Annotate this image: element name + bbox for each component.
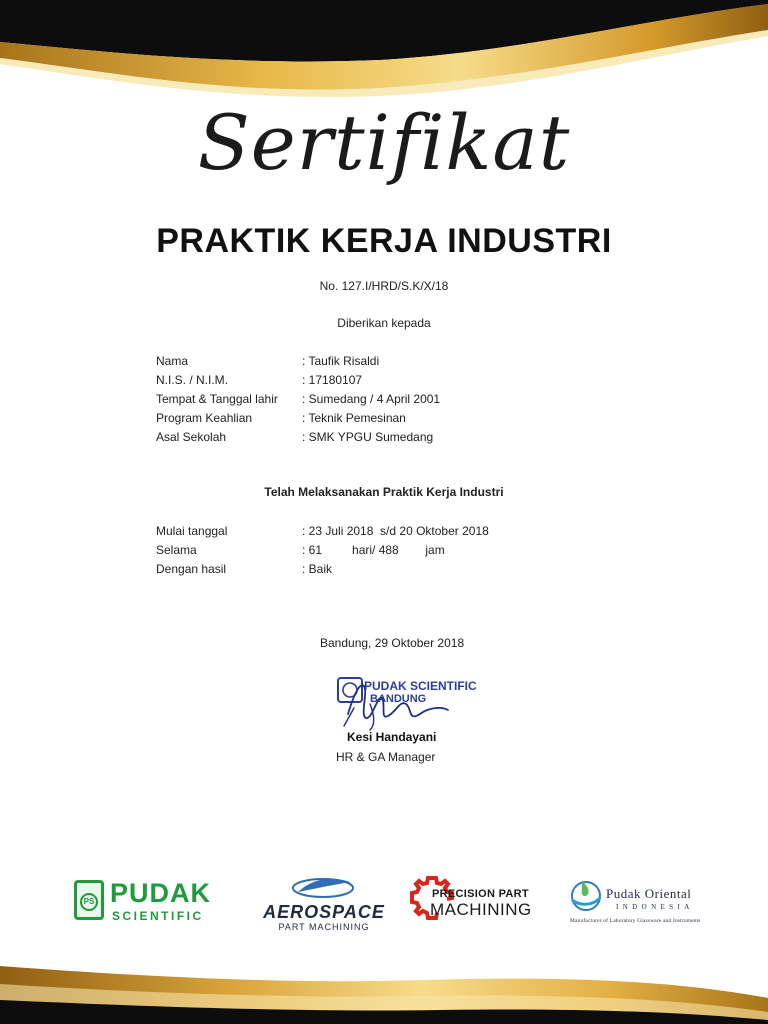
detail-label: Asal Sekolah — [156, 429, 227, 444]
detail-label: Nama — [156, 353, 189, 368]
detail-label: N.I.S. / N.I.M. — [156, 372, 229, 387]
stamp-line1: PUDAK SCIENTIFIC — [364, 679, 477, 693]
bottom-gold-swoosh — [0, 954, 768, 1024]
detail-label: Mulai tanggal — [156, 523, 228, 538]
detail-row-school — [156, 427, 440, 446]
oriental-drop-icon — [568, 876, 604, 914]
detail-row-result — [156, 559, 489, 578]
pudak-logo-line1: PUDAK — [110, 878, 212, 908]
detail-value: : 17180107 — [302, 372, 363, 387]
signer-name: Kesi Handayani — [347, 730, 437, 744]
detail-value: : Baik — [302, 561, 333, 576]
detail-label: Program Keahlian — [156, 410, 253, 425]
precision-part-logo — [410, 872, 550, 930]
signature-stamp — [330, 664, 490, 734]
stamp-icon — [338, 678, 362, 702]
completion-statement: Telah Melaksanakan Praktik Kerja Industri — [264, 485, 504, 499]
pudak-logo-line2: SCIENTIFIC — [112, 909, 204, 923]
pudak-badge-text: PS — [80, 893, 98, 911]
detail-value: : 23 Juli 2018 s/d 20 Oktober 2018 — [302, 523, 489, 538]
detail-label: Dengan hasil — [156, 561, 227, 576]
oriental-logo-line2: INDONESIA — [616, 903, 694, 911]
aerospace-swoosh-icon — [288, 872, 358, 902]
aerospace-logo — [258, 872, 390, 934]
precision-logo-line1: PRECISION PART — [432, 888, 529, 900]
given-to-label: Diberikan kepada — [337, 316, 431, 330]
detail-row-name — [156, 351, 440, 370]
completion-details — [156, 521, 489, 578]
detail-row-duration — [156, 540, 489, 559]
pudak-oriental-logo — [568, 876, 718, 932]
detail-row-start — [156, 521, 489, 540]
detail-value: : Teknik Pemesinan — [302, 410, 406, 425]
certificate-number: No. 127.I/HRD/S.K/X/18 — [319, 279, 449, 293]
detail-value: : Sumedang / 4 April 2001 — [302, 391, 441, 406]
detail-label: Tempat & Tanggal lahir — [156, 391, 278, 406]
detail-value: : 61 hari/ 488 jam — [302, 542, 445, 557]
certificate-subtitle: PRAKTIK KERJA INDUSTRI — [156, 222, 612, 260]
detail-row-nis — [156, 370, 440, 389]
pudak-scientific-logo — [74, 876, 244, 926]
pudak-badge-icon — [74, 880, 104, 920]
detail-value: : SMK YPGU Sumedang — [302, 429, 434, 444]
oriental-logo-line1: Pudak Oriental — [606, 886, 692, 901]
aerospace-logo-line1: AEROSPACE — [263, 902, 385, 922]
detail-row-birth — [156, 389, 440, 408]
oriental-logo-line3: Manufacturer of Laboratory Glassware and Instruments — [570, 918, 701, 924]
detail-row-program — [156, 408, 440, 427]
sponsor-logos — [0, 868, 768, 938]
precision-logo-line2: MACHINING — [430, 900, 532, 919]
stamp-line2: BANDUNG — [370, 693, 427, 705]
place-date: Bandung, 29 Oktober 2018 — [320, 636, 465, 650]
signer-title: HR & GA Manager — [336, 750, 436, 764]
recipient-details — [156, 351, 440, 446]
detail-label: Selama — [156, 542, 197, 557]
detail-value: : Taufik Risaldi — [302, 353, 380, 368]
certificate-title: Sertifikat — [197, 98, 571, 187]
top-gold-swoosh — [0, 0, 768, 110]
aerospace-logo-line2: PART MACHINING — [278, 922, 370, 932]
